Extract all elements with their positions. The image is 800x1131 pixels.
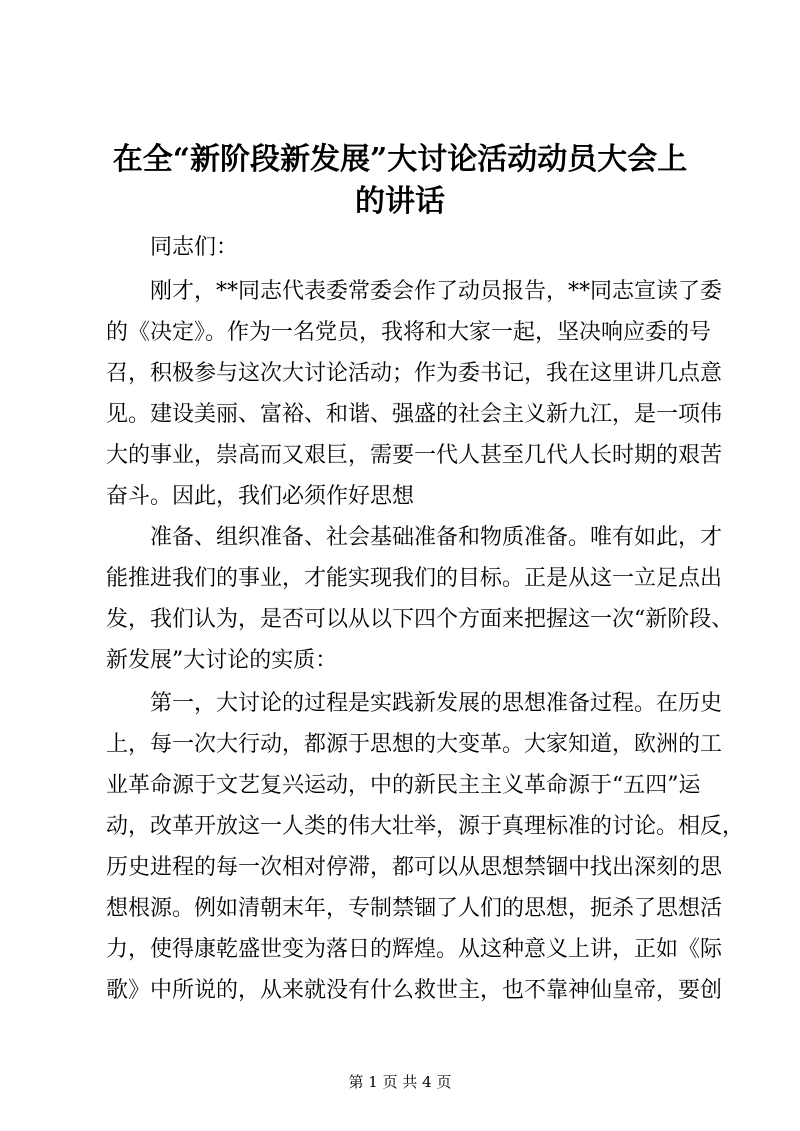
paragraph-3-line: 歌》中所说的，从来就没有什么救世主，也不靠神仙皇帝，要创 — [106, 978, 723, 1003]
paragraph-1-line: 奋斗。因此，我们必须作好思想 — [106, 484, 415, 509]
paragraph-3-line: 上，每一次大行动，都源于思想的大变革。大家知道，欧洲的工 — [106, 732, 723, 757]
paragraph-2-line: 准备、组织准备、社会基础准备和物质准备。唯有如此，才 — [150, 525, 723, 550]
paragraph-3-line: 想根源。例如清朝末年，专制禁锢了人们的思想，扼杀了思想活 — [106, 896, 723, 921]
paragraph-1-line: 大的事业，崇高而又艰巨，需要一代人甚至几代人长时期的艰苦 — [106, 443, 723, 468]
paragraph-3-line: 历史进程的每一次相对停滞，都可以从思想禁锢中找出深刻的思 — [106, 855, 723, 880]
paragraph-1-line: 刚才，**同志代表委常委会作了动员报告，**同志宣读了委 — [150, 279, 723, 304]
document-title-line-2: 的讲话 — [355, 184, 445, 219]
paragraph-3-line: 业革命源于文艺复兴运动，中的新民主主义革命源于“五四”运 — [106, 773, 701, 798]
page-indicator: 第 1 页 共 4 页 — [348, 1073, 452, 1091]
paragraph-1-line: 召，积极参与这次大讨论活动；作为委书记，我在这里讲几点意 — [106, 361, 723, 386]
paragraph-2-line: 新发展”大讨论的实质： — [106, 648, 338, 673]
paragraph-3-line: 力，使得康乾盛世变为落日的辉煌。从这种意义上讲，正如《际 — [106, 937, 723, 962]
document-title-line-1: 在全“新阶段新发展”大讨论活动动员大会上 — [112, 142, 688, 177]
paragraph-1-line: 的《决定》。作为一名党员，我将和大家一起，坚决响应委的号 — [106, 320, 712, 345]
paragraph-2-line: 能推进我们的事业，才能实现我们的目标。正是从这一立足点出 — [106, 566, 723, 591]
salutation: 同志们： — [150, 235, 239, 260]
paragraph-3-line: 动，改革开放这一人类的伟大壮举，源于真理标准的讨论。相反， — [106, 814, 745, 839]
paragraph-2-line: 发，我们认为，是否可以从以下四个方面来把握这一次“新阶段、 — [106, 607, 734, 632]
paragraph-1-line: 见。建设美丽、富裕、和谐、强盛的社会主义新九江，是一项伟 — [106, 402, 723, 427]
paragraph-3-line: 第一，大讨论的过程是实践新发展的思想准备过程。在历史 — [150, 691, 723, 716]
